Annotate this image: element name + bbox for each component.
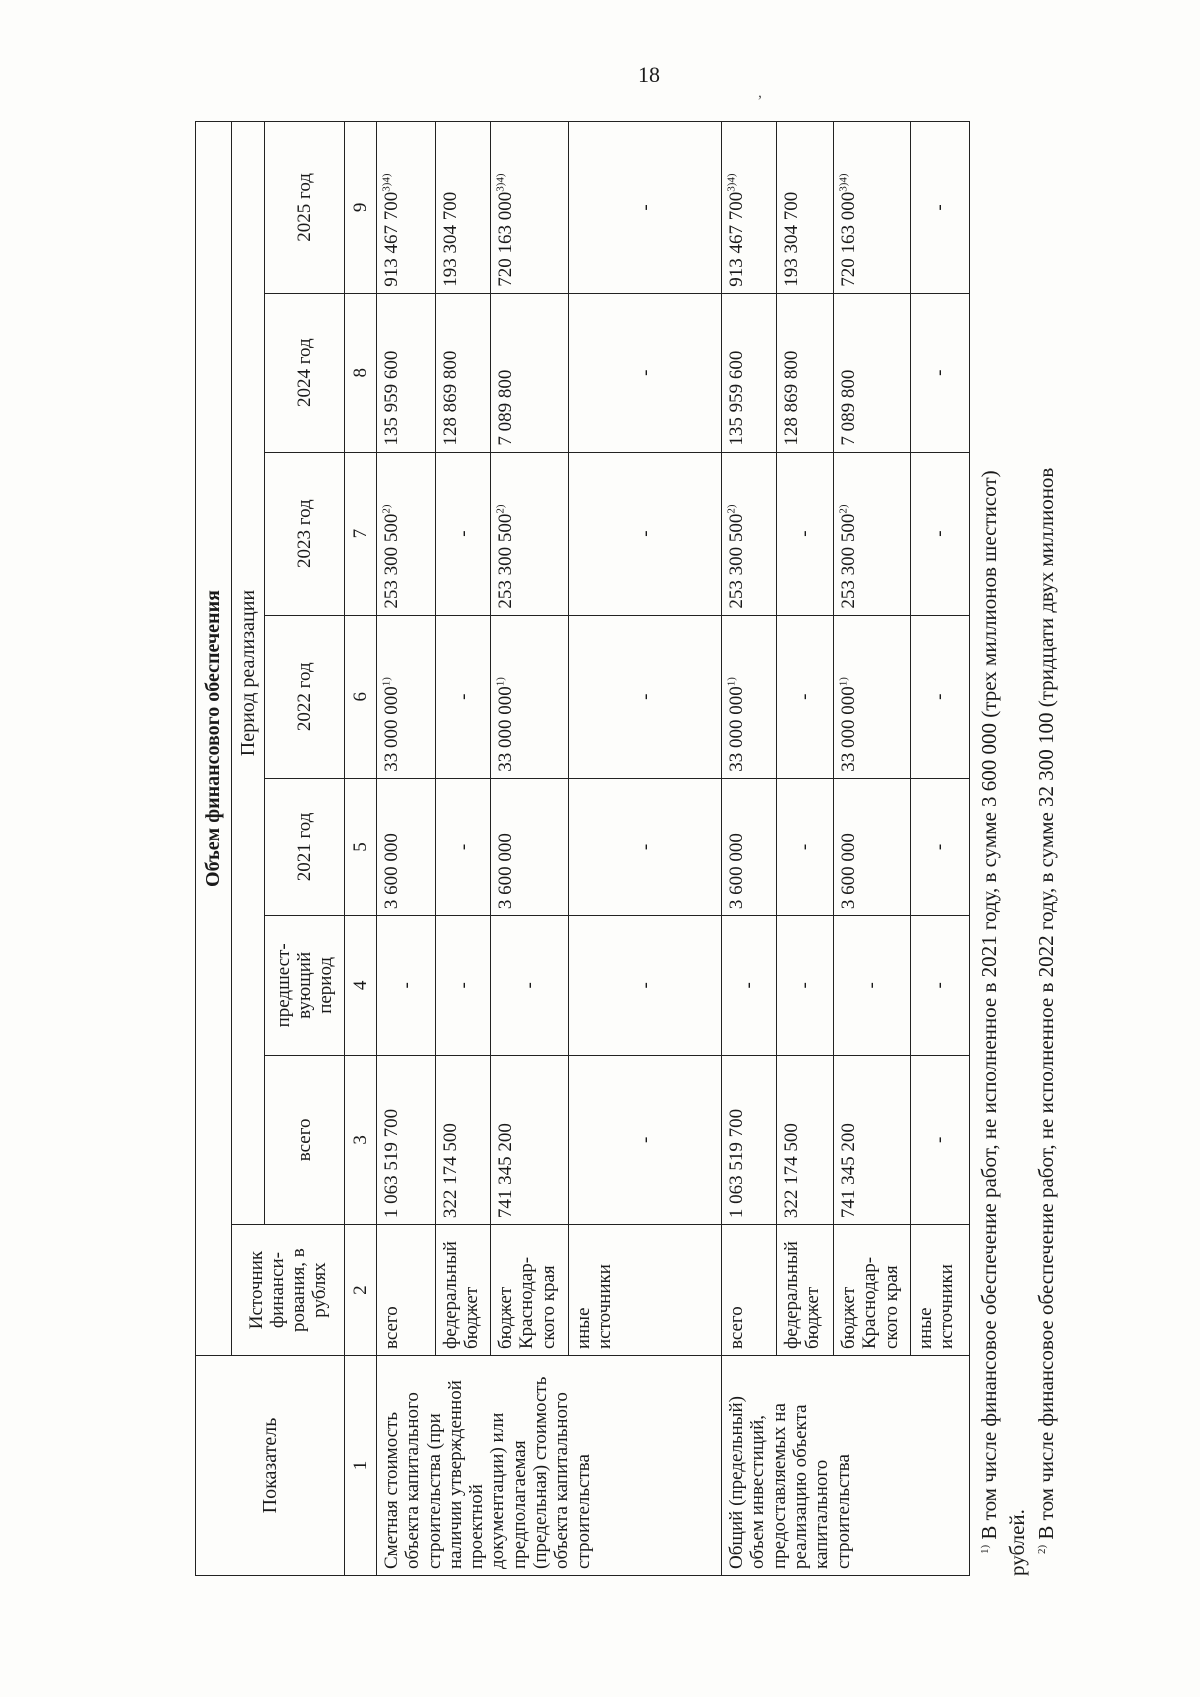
- indicator-estimated-cost: Сметная стоимость объекта капитального строительства (при наличии утвержденной проектной документации) или предполагаемая (предельная) стоимость объекта капитального строительства: [377, 1356, 722, 1576]
- y2024-cell: 135 959 600: [377, 293, 436, 452]
- prev-period-cell: -: [834, 916, 911, 1055]
- total-cell: 741 345 200: [834, 1055, 911, 1225]
- source-cell: бюджет Краснодар-ского края: [834, 1225, 911, 1356]
- source-cell: федеральный бюджет: [436, 1225, 491, 1356]
- total-cell: 1 063 519 700: [377, 1055, 436, 1225]
- y2023-cell: 253 300 500$^{2)}$: [491, 452, 569, 615]
- prev-period-cell: -: [436, 916, 491, 1055]
- y2025-cell: 913 467 $700^{3)4)}$: [377, 122, 436, 294]
- y2021-cell: -: [910, 778, 969, 915]
- header-2022: 2022 год: [265, 615, 345, 778]
- y2023-cell: -: [777, 452, 834, 615]
- y2025-cell: 720 163 $000^{3)4)}$: [834, 122, 911, 294]
- header-indicator: Показатель: [196, 1356, 345, 1576]
- y2021-cell: 3 600 000: [491, 778, 569, 915]
- table-row: [722, 122, 777, 1576]
- footnote-1-continuation: рублей.: [1005, 1509, 1030, 1576]
- scan-mark: ,: [758, 84, 762, 101]
- y2024-cell: 128 869 800: [436, 293, 491, 452]
- page-number: 18: [638, 62, 660, 87]
- y2023-cell: -: [436, 452, 491, 615]
- header-previous-period: предшест-вующий период: [265, 916, 345, 1055]
- prev-period-cell: -: [569, 916, 722, 1055]
- header-2024: 2024 год: [265, 293, 345, 452]
- col-number: 8: [345, 293, 377, 452]
- y2021-cell: 3 600 000: [722, 778, 777, 915]
- y2023-cell: 253 300 500$^{2)}$: [377, 452, 436, 615]
- y2025-cell: 193 304 700: [436, 122, 491, 294]
- y2024-cell: -: [569, 293, 722, 452]
- col-number: 4: [345, 916, 377, 1055]
- source-cell: всего: [377, 1225, 436, 1356]
- footnote-1: $^{1)}$ В том числе финансовое обеспечение работ, не исполненное в 2021 году, в сумме 3 600 000 (трех миллионов шестисот): [977, 470, 1001, 1554]
- source-cell: иные источники: [569, 1225, 722, 1356]
- y2025-cell: -: [569, 122, 722, 294]
- header-period: Период реализации: [231, 122, 264, 1225]
- financing-table: [195, 121, 970, 1576]
- source-cell: иные источники: [910, 1225, 969, 1356]
- y2022-cell: 33 000 000$^{1)}$: [377, 615, 436, 778]
- y2022-cell: 33 000 000$^{1)}$: [722, 615, 777, 778]
- total-cell: 322 174 500: [436, 1055, 491, 1225]
- y2022-cell: 33 000 000$^{1)}$: [491, 615, 569, 778]
- source-cell: всего: [722, 1225, 777, 1356]
- header-2023: 2023 год: [265, 452, 345, 615]
- y2022-cell: -: [436, 615, 491, 778]
- prev-period-cell: -: [777, 916, 834, 1055]
- total-cell: 322 174 500: [777, 1055, 834, 1225]
- y2024-cell: 135 959 600: [722, 293, 777, 452]
- header-2021: 2021 год: [265, 778, 345, 915]
- y2025-cell: -: [910, 122, 969, 294]
- col-number: 6: [345, 615, 377, 778]
- y2024-cell: 7 089 800: [491, 293, 569, 452]
- total-cell: -: [910, 1055, 969, 1225]
- col-number: 1: [345, 1356, 377, 1576]
- header-2025: 2025 год: [265, 122, 345, 294]
- total-cell: -: [569, 1055, 722, 1225]
- prev-period-cell: -: [491, 916, 569, 1055]
- y2023-cell: 253 300 500$^{2)}$: [834, 452, 911, 615]
- col-number: 2: [345, 1225, 377, 1356]
- y2023-cell: -: [569, 452, 722, 615]
- y2025-cell: 720 163 $000^{3)4)}$: [491, 122, 569, 294]
- y2023-cell: -: [910, 452, 969, 615]
- y2025-cell: 913 467 $700^{3)4)}$: [722, 122, 777, 294]
- col-number: 3: [345, 1055, 377, 1225]
- rotated-page-content: [195, 121, 1065, 1576]
- y2022-cell: -: [777, 615, 834, 778]
- table-row: [377, 122, 436, 1576]
- source-cell: федеральный бюджет: [777, 1225, 834, 1356]
- prev-period-cell: -: [910, 916, 969, 1055]
- y2022-cell: -: [910, 615, 969, 778]
- prev-period-cell: -: [377, 916, 436, 1055]
- indicator-investment-volume: Общий (предельный) объем инвестиций, предоставляемых на реализацию объекта капитального строительства: [722, 1356, 970, 1576]
- column-number-row: [345, 122, 377, 1576]
- y2021-cell: -: [436, 778, 491, 915]
- y2024-cell: 7 089 800: [834, 293, 911, 452]
- source-cell: бюджет Краснодар-ского края: [491, 1225, 569, 1356]
- col-number: 9: [345, 122, 377, 294]
- y2024-cell: -: [910, 293, 969, 452]
- total-cell: 1 063 519 700: [722, 1055, 777, 1225]
- total-cell: 741 345 200: [491, 1055, 569, 1225]
- header-source: Источник финанси-рования, в рублях: [231, 1225, 344, 1356]
- y2021-cell: 3 600 000: [377, 778, 436, 915]
- col-number: 5: [345, 778, 377, 915]
- y2021-cell: -: [777, 778, 834, 915]
- y2022-cell: -: [569, 615, 722, 778]
- header-financing-volume: Объем финансового обеспечения: [196, 122, 232, 1356]
- y2025-cell: 193 304 700: [777, 122, 834, 294]
- y2024-cell: 128 869 800: [777, 293, 834, 452]
- footnote-2: $^{2)}$ В том числе финансовое обеспечение работ, не исполненное в 2022 году, в сумме 32 300 100 (тридцати двух миллионов: [1033, 467, 1058, 1554]
- col-number: 7: [345, 452, 377, 615]
- y2023-cell: 253 300 500$^{2)}$: [722, 452, 777, 615]
- footnotes: [975, 121, 1060, 1576]
- header-total: всего: [265, 1055, 345, 1225]
- y2021-cell: -: [569, 778, 722, 915]
- y2022-cell: 33 000 000$^{1)}$: [834, 615, 911, 778]
- y2021-cell: 3 600 000: [834, 778, 911, 915]
- prev-period-cell: -: [722, 916, 777, 1055]
